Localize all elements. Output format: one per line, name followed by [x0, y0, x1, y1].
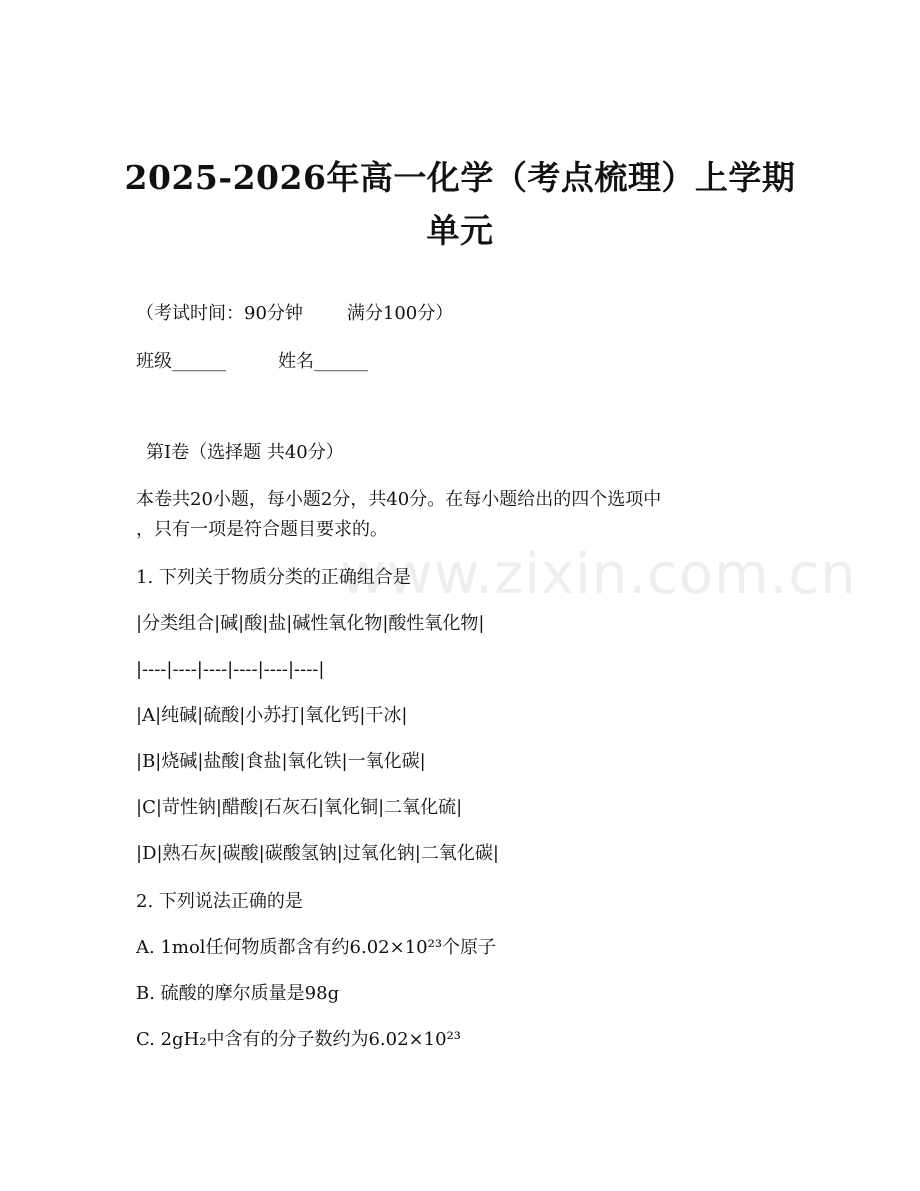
- question-2-stem: 2. 下列说法正确的是: [136, 891, 303, 912]
- watermark: www.zixin.com.cn: [340, 542, 857, 607]
- question-1-table-header: |分类组合|碱|酸|盐|碱性氧化物|酸性氧化物|: [136, 613, 485, 634]
- question-2-option-a: A. 1mol任何物质都含有约6.02×10²³个原子: [136, 937, 497, 958]
- question-2-option-c: C. 2gH₂中含有的分子数约为6.02×10²³: [136, 1029, 461, 1050]
- question-2-option-b: B. 硫酸的摩尔质量是98g: [136, 983, 340, 1004]
- student-info: [136, 350, 368, 374]
- question-1-table-row: |C|苛性钠|醋酸|石灰石|氧化铜|二氧化硫|: [136, 797, 463, 818]
- class-label: 班级______: [136, 351, 226, 372]
- question-1-table-row: |D|熟石灰|碳酸|碳酸氢钠|过氧化钠|二氧化碳|: [136, 843, 499, 864]
- name-label: 姓名______: [278, 351, 368, 372]
- exam-time: （考试时间：90分钟: [136, 303, 303, 324]
- document-title-line2: 单元: [426, 211, 494, 250]
- document-title-line1: 2025-2026年高一化学（考点梳理）上学期: [124, 158, 796, 197]
- exam-info: [136, 302, 453, 326]
- exam-score: 满分100分）: [346, 303, 454, 324]
- question-1-table-row: |A|纯碱|硫酸|小苏打|氧化钙|干冰|: [136, 705, 408, 726]
- question-1-table-separator: |----|----|----|----|----|----|: [136, 659, 325, 680]
- question-1-table-row: |B|烧碱|盐酸|食盐|氧化铁|一氧化碳|: [136, 751, 426, 772]
- section-instructions-line2: ，只有一项是符合题目要求的。: [136, 519, 388, 540]
- question-1-stem: 1. 下列关于物质分类的正确组合是: [136, 567, 411, 588]
- section-instructions-line1: 本卷共20小题，每小题2分，共40分。在每小题给出的四个选项中: [136, 489, 662, 510]
- section-heading: 第Ⅰ卷（选择题 共40分）: [146, 442, 344, 463]
